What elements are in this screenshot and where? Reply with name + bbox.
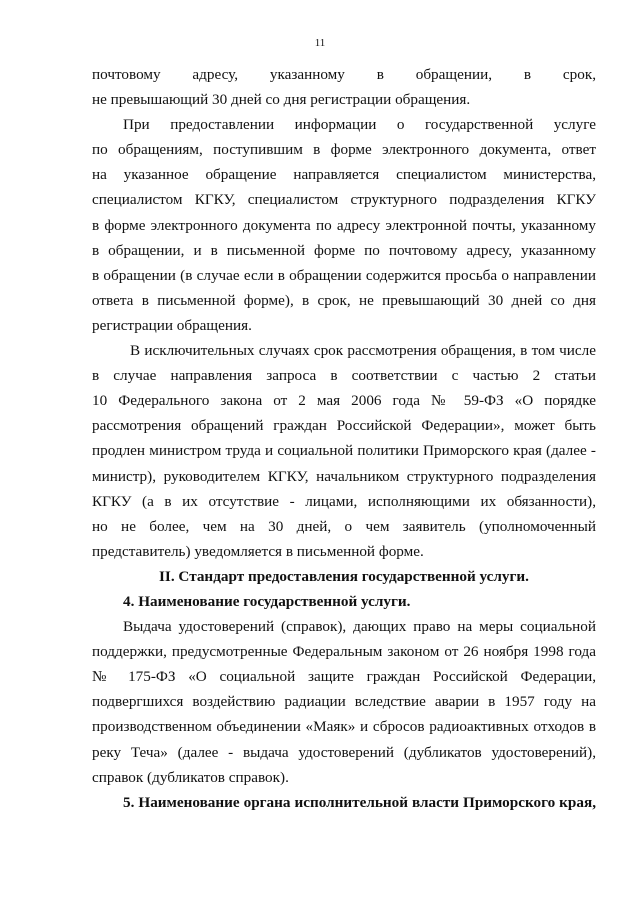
text-line: реку Теча» (далее - выдача удостоверений (дубликатов удостоверений), [92, 743, 596, 761]
text-line: в обращении, и в письменной форме по почтовому адресу, указанному [92, 241, 596, 259]
section-heading: II. Стандарт предоставления государственной услуги. [159, 567, 529, 585]
text-line: по обращениям, поступившим в форме электронного документа, ответ [92, 141, 596, 159]
text-line: КГКУ (а в их отсутствие - лицами, исполняющими их обязанности), [92, 492, 596, 510]
text-line: министр), руководителем КГКУ, начальником структурного подразделения [92, 467, 596, 485]
text-line: 10 Федерального закона от 2 мая 2006 года № 59-ФЗ «О порядке [92, 392, 596, 410]
text-line: В исключительных случаях срок рассмотрения обращения, в том числе [130, 342, 596, 360]
text-line: не превышающий 30 дней со дня регистрации обращения. [92, 91, 471, 109]
text-line: рассмотрения обращений граждан Российской Федерации», может быть [92, 417, 596, 435]
text-line: в форме электронного документа по адресу электронной почты, указанному [92, 216, 596, 234]
text-line: При предоставлении информации о государственной услуге [123, 116, 596, 134]
text-line: производственном объединении «Маяк» и сбросов радиоактивных отходов в [92, 718, 596, 736]
text-line: но не более, чем на 30 дней, о чем заявитель (уполномоченный [92, 517, 596, 535]
text-line: в обращении (в случае если в обращении содержится просьба о направлении [92, 266, 596, 284]
text-line: на указанное обращение направляется специалистом министерства, [92, 166, 596, 184]
text-line: Выдача удостоверений (справок), дающих право на меры социальной [123, 618, 596, 636]
text-line: в случае направления запроса в соответствии с частью 2 статьи [92, 367, 596, 385]
text-line: регистрации обращения. [92, 316, 252, 334]
page-number: 11 [314, 37, 326, 49]
paragraph-4 [92, 614, 596, 790]
text-line: поддержки, предусмотренные Федеральным законом от 26 ноября 1998 года [92, 643, 596, 661]
subsection-heading-5: 5. Наименование органа исполнительной власти Приморского края, [123, 793, 596, 811]
text-line: справок (дубликатов справок). [92, 768, 289, 786]
text-line: почтовому адресу, указанному в обращении, в срок, [92, 66, 596, 83]
text-line: специалистом КГКУ, специалистом структурного подразделения КГКУ [92, 191, 596, 209]
paragraph-1 [92, 62, 596, 112]
text-line: представитель) уведомляется в письменной форме. [92, 542, 424, 560]
text-line: ответа в письменной форме), в срок, не превышающий 30 дней со дня [92, 291, 596, 309]
document-body [92, 62, 596, 815]
text-line: продлен министром труда и социальной политики Приморского края (далее - [92, 442, 596, 460]
paragraph-2 [92, 112, 596, 338]
text-line: № 175-ФЗ «О социальной защите граждан Российской Федерации, [92, 668, 596, 686]
text-line: подвергшихся воздействию радиации вследствие аварии в 1957 году на [92, 693, 596, 711]
paragraph-3 [92, 338, 596, 564]
subsection-heading-4: 4. Наименование государственной услуги. [123, 592, 411, 610]
